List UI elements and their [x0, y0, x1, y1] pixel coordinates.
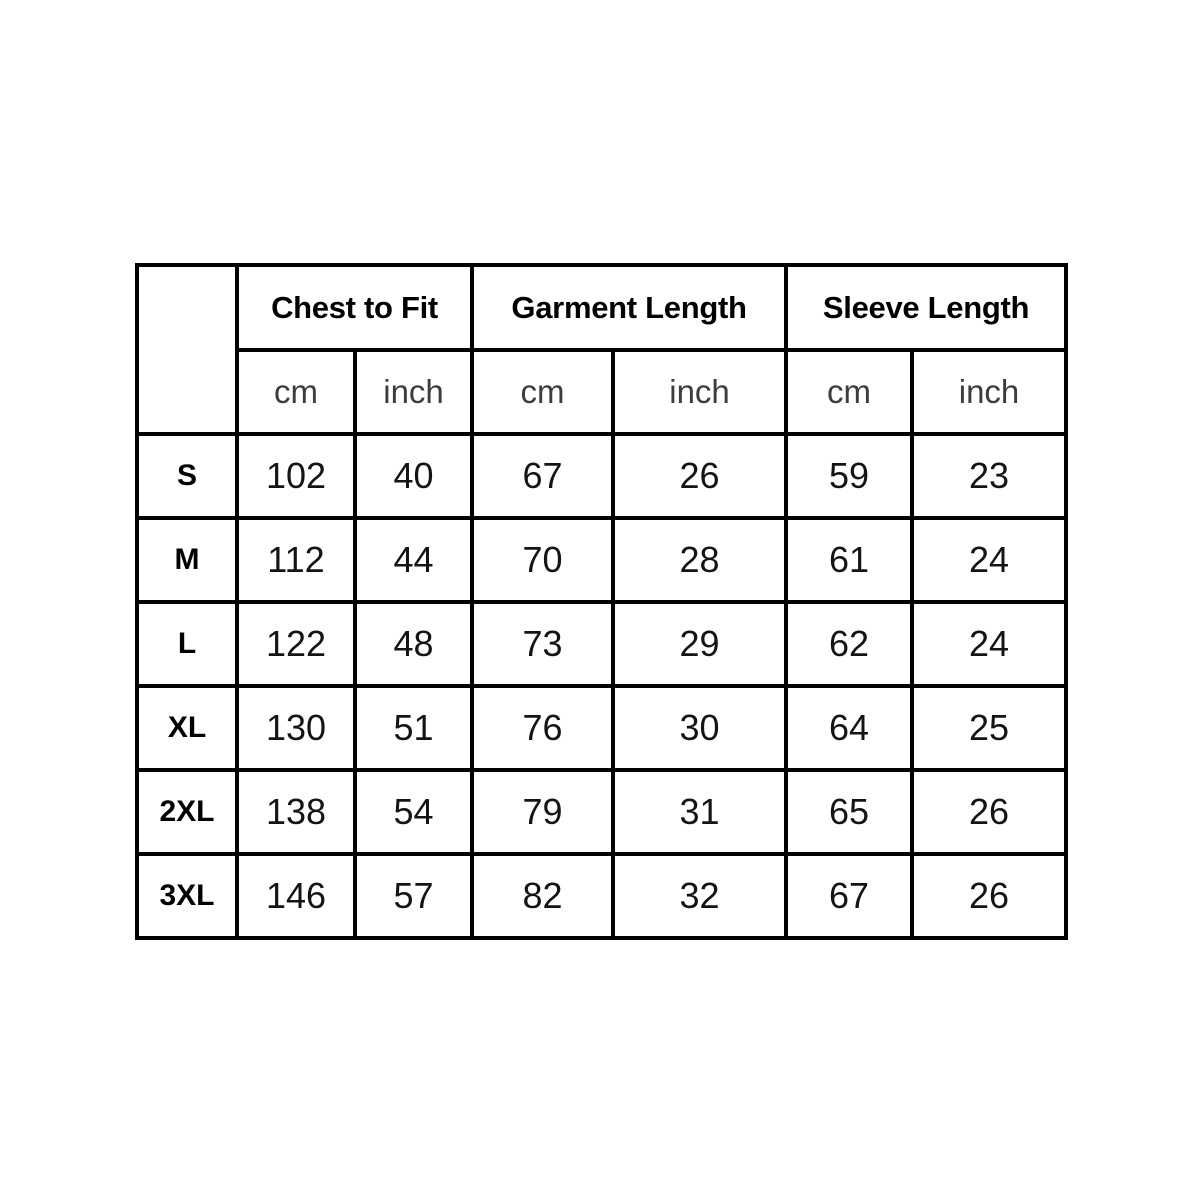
unit-sleeve-inch: inch [912, 350, 1066, 434]
size-label: 2XL [137, 770, 237, 854]
data-cell: 61 [786, 518, 912, 602]
data-cell: 26 [912, 770, 1066, 854]
data-cell: 31 [613, 770, 786, 854]
table-row-xl [137, 686, 1066, 770]
data-cell: 122 [237, 602, 355, 686]
unit-sleeve-cm: cm [786, 350, 912, 434]
data-cell: 26 [613, 434, 786, 518]
data-cell: 51 [355, 686, 472, 770]
data-cell: 82 [472, 854, 613, 938]
data-cell: 102 [237, 434, 355, 518]
table-row-m [137, 518, 1066, 602]
data-cell: 73 [472, 602, 613, 686]
column-group-garment-length: Garment Length [472, 265, 786, 350]
data-cell: 26 [912, 854, 1066, 938]
data-cell: 57 [355, 854, 472, 938]
data-cell: 25 [912, 686, 1066, 770]
unit-garment-inch: inch [613, 350, 786, 434]
data-cell: 24 [912, 602, 1066, 686]
data-cell: 48 [355, 602, 472, 686]
data-cell: 23 [912, 434, 1066, 518]
data-cell: 30 [613, 686, 786, 770]
data-cell: 130 [237, 686, 355, 770]
column-group-sleeve-length: Sleeve Length [786, 265, 1066, 350]
data-cell: 24 [912, 518, 1066, 602]
data-cell: 29 [613, 602, 786, 686]
unit-garment-cm: cm [472, 350, 613, 434]
data-cell: 112 [237, 518, 355, 602]
table-row-s [137, 434, 1066, 518]
data-cell: 65 [786, 770, 912, 854]
data-cell: 67 [472, 434, 613, 518]
table-row-l [137, 602, 1066, 686]
data-cell: 64 [786, 686, 912, 770]
data-cell: 62 [786, 602, 912, 686]
data-cell: 40 [355, 434, 472, 518]
size-label: XL [137, 686, 237, 770]
data-cell: 138 [237, 770, 355, 854]
size-label: M [137, 518, 237, 602]
corner-blank-cell [137, 265, 237, 434]
data-cell: 146 [237, 854, 355, 938]
data-cell: 70 [472, 518, 613, 602]
size-chart-table [135, 263, 1068, 940]
data-cell: 59 [786, 434, 912, 518]
data-cell: 79 [472, 770, 613, 854]
size-label: 3XL [137, 854, 237, 938]
unit-chest-inch: inch [355, 350, 472, 434]
data-cell: 54 [355, 770, 472, 854]
size-label: S [137, 434, 237, 518]
data-cell: 67 [786, 854, 912, 938]
data-cell: 28 [613, 518, 786, 602]
table-row-3xl [137, 854, 1066, 938]
data-cell: 76 [472, 686, 613, 770]
data-cell: 32 [613, 854, 786, 938]
unit-chest-cm: cm [237, 350, 355, 434]
size-label: L [137, 602, 237, 686]
table-row-2xl [137, 770, 1066, 854]
column-group-header-row [137, 265, 1066, 350]
column-group-chest-to-fit: Chest to Fit [237, 265, 472, 350]
unit-header-row [137, 350, 1066, 434]
data-cell: 44 [355, 518, 472, 602]
